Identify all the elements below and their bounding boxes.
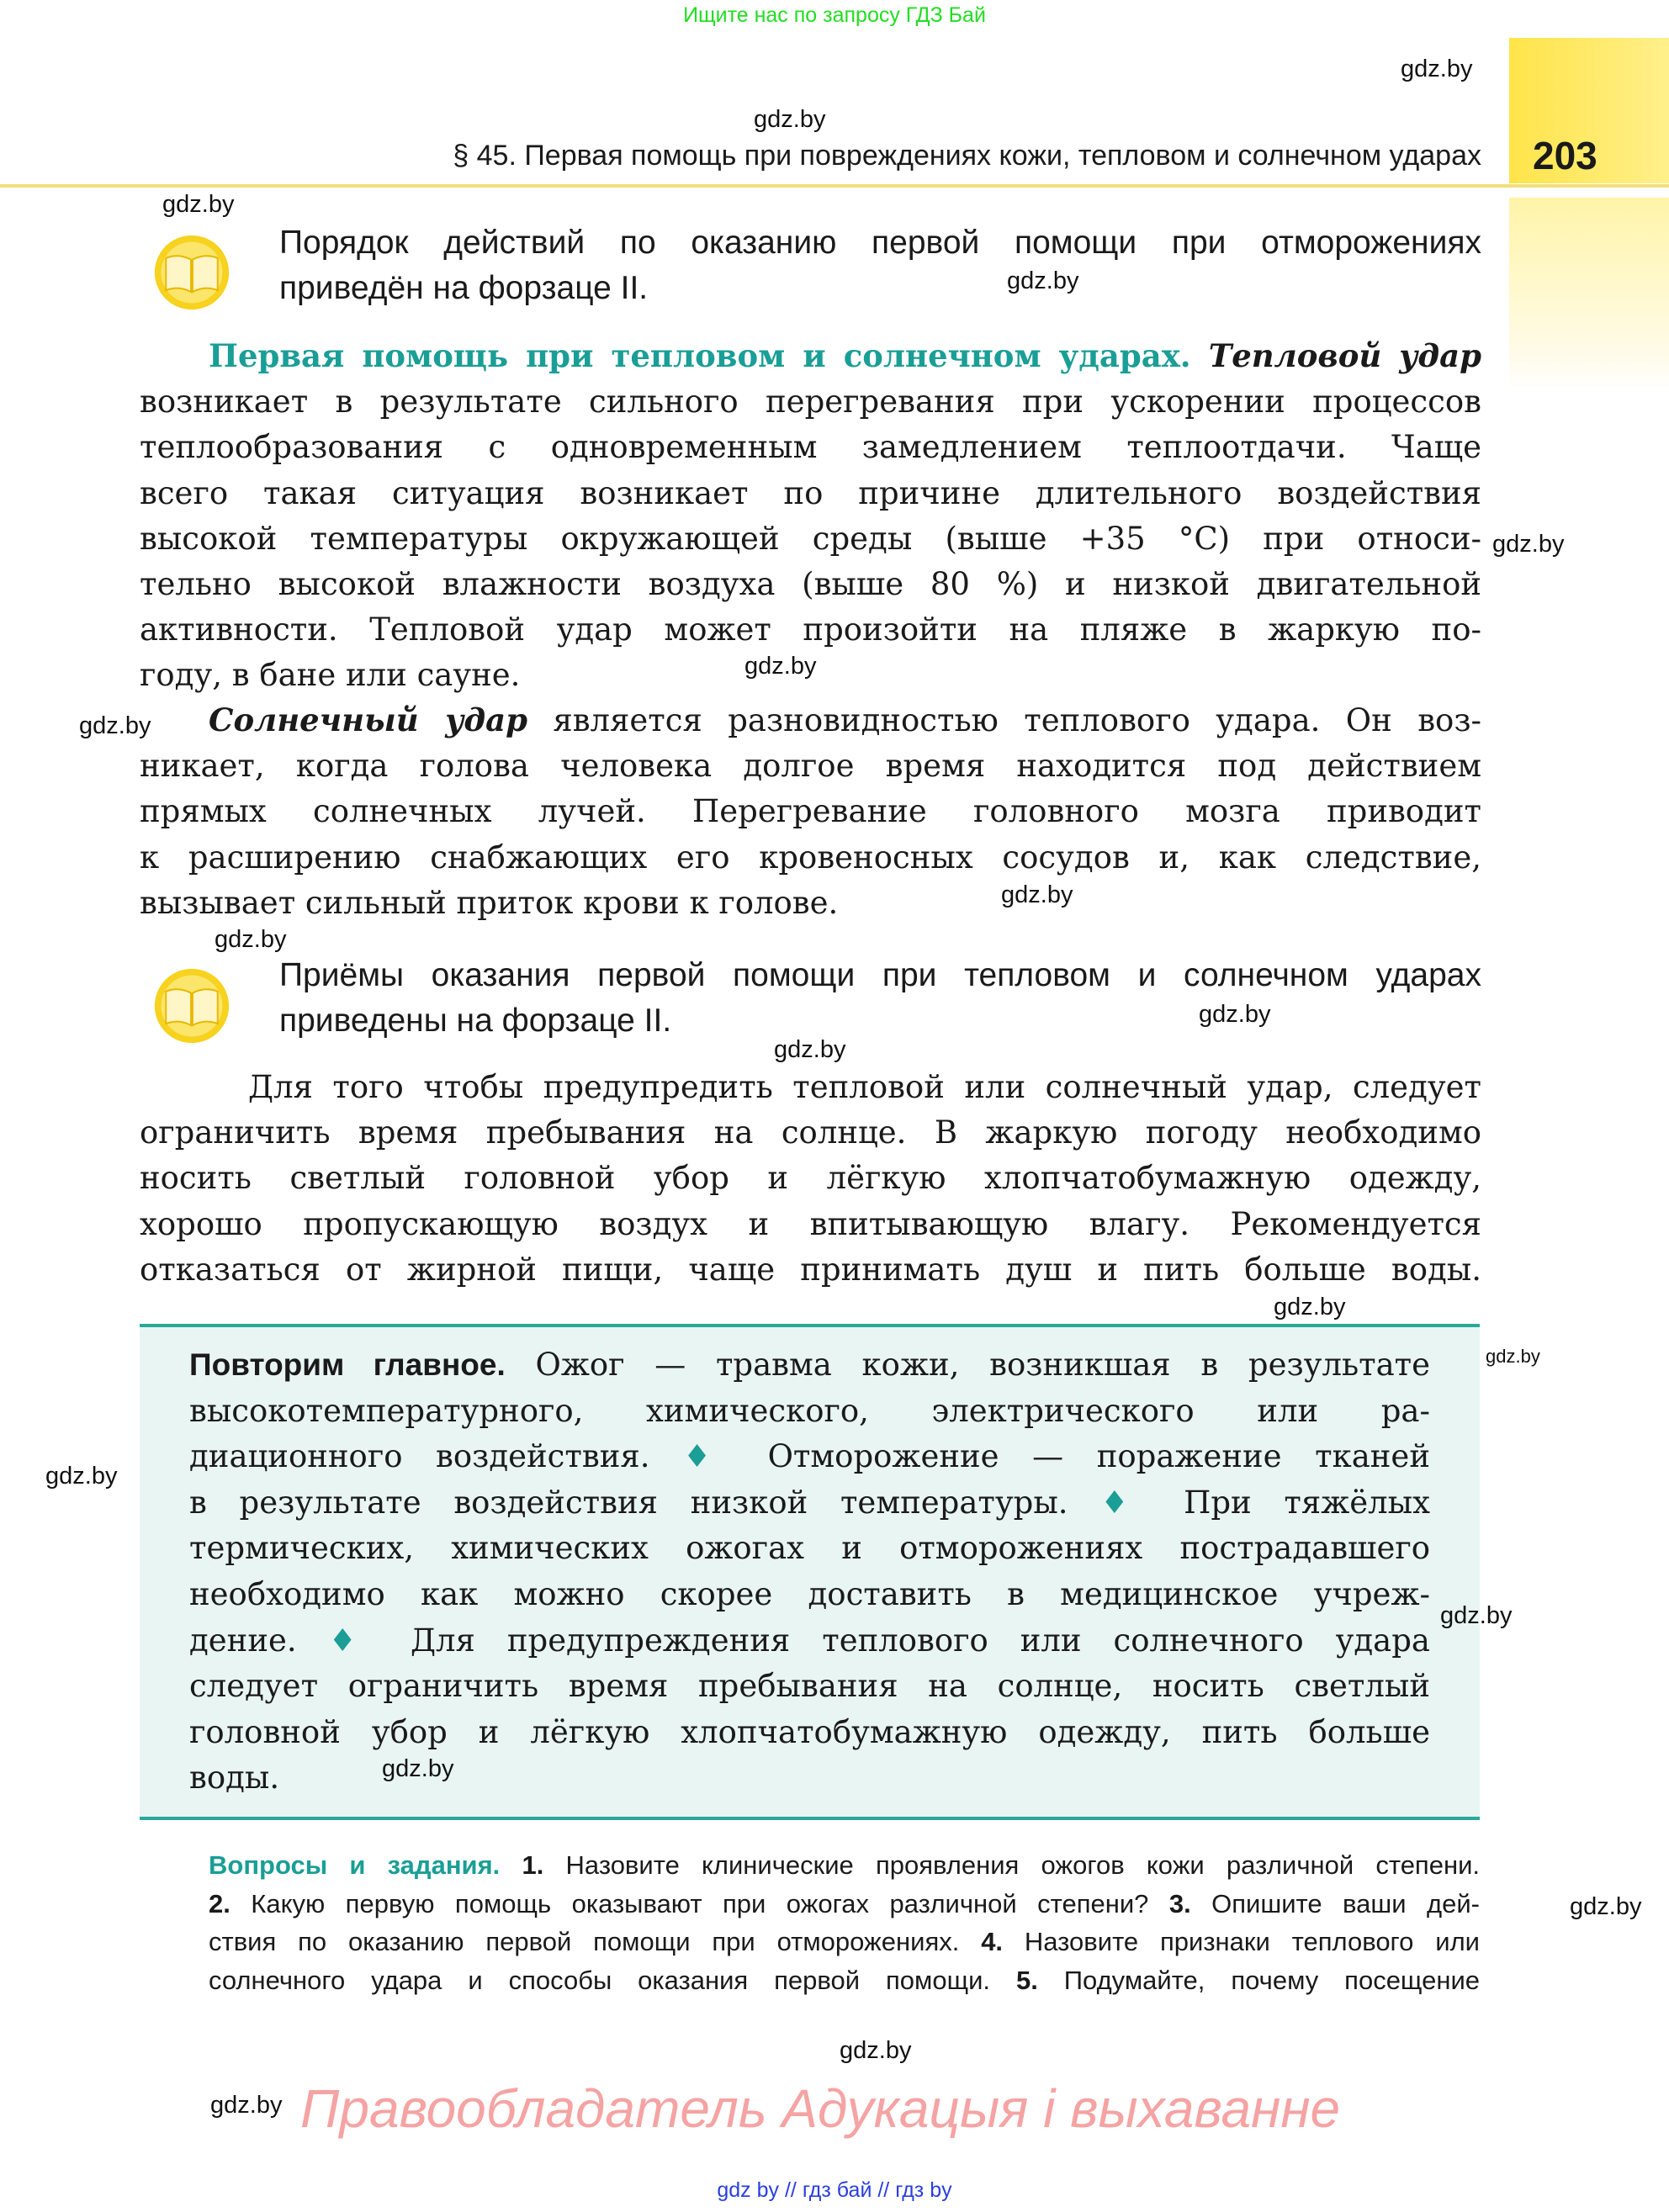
text-line — [189, 1664, 1430, 1710]
text-line — [140, 607, 1481, 653]
text-line — [140, 697, 1481, 744]
text-line — [140, 1247, 1481, 1293]
text-line — [209, 1961, 1480, 2000]
paragraph-sunstroke — [140, 697, 1481, 926]
note-line: Приёмы оказания первой помощи при тепловом и солнечном ударах — [279, 957, 1481, 993]
watermark: gdz.by — [744, 653, 817, 680]
watermark: gdz.by — [774, 1036, 846, 1063]
note-line: приведены на форзаце II. — [279, 1003, 672, 1039]
text-segment: При тяжёлых — [1151, 1484, 1430, 1521]
text-line — [140, 562, 1481, 607]
text-line — [209, 1923, 1480, 1961]
text-line — [140, 425, 1481, 470]
text-segment: Для того чтобы предупредить тепловой или солнечный удар, следует — [248, 1069, 1481, 1105]
text-line — [140, 789, 1481, 834]
diamond-bullet-icon: ♦ — [328, 1622, 379, 1659]
note-heat-stroke — [279, 953, 1481, 1044]
text-line — [140, 471, 1481, 516]
text-segment: носить светлый головной убор и лёгкую хлопчатобумажную одежду, — [140, 1160, 1481, 1197]
text-segment: Повторим главное. — [189, 1347, 506, 1382]
text-segment: термических, химических ожогах и отморожениях пострадавшего — [189, 1530, 1430, 1567]
watermark: gdz.by — [1570, 1893, 1642, 1920]
text-line — [189, 1480, 1430, 1527]
text-line — [189, 1389, 1430, 1435]
text-segment: Ожог — травма кожи, возникшая в результате — [505, 1347, 1430, 1383]
text-line — [209, 1846, 1480, 1885]
text-line — [189, 1755, 1430, 1802]
text-line — [140, 379, 1481, 425]
watermark: gdz.by — [1001, 881, 1073, 908]
text-segment: 5. — [1015, 1965, 1038, 1995]
text-segment: в результате воздействия низкой температуры. — [189, 1484, 1101, 1521]
text-segment: прямых солнечных лучей. Перегревание головного мозга приводит — [140, 793, 1481, 830]
questions-and-tasks — [209, 1846, 1480, 1999]
page-number: 203 — [1533, 134, 1597, 177]
running-head: § 45. Первая помощь при повреждениях кожи, тепловом и солнечном ударах — [453, 140, 1481, 172]
text-line — [189, 1526, 1430, 1572]
text-segment: Первая помощь при тепловом и солнечном ударах. — [209, 337, 1191, 374]
text-line — [189, 1342, 1430, 1389]
text-segment: высокой температуры окружающей среды (выше +35 °С) при относи- — [140, 520, 1481, 557]
text-segment: году, в бане или сауне. — [140, 657, 521, 694]
text-segment: Тепловой удар — [1190, 337, 1481, 374]
text-line — [140, 516, 1481, 562]
watermark: gdz.by — [840, 2037, 912, 2064]
note-line: Порядок действий по оказанию первой помощи при отморожениях — [279, 225, 1481, 261]
text-segment: активности. Тепловой удар может произойти на пляже в жаркую по- — [140, 611, 1481, 648]
text-segment: высокотемпературного, химического, электрического или ра- — [189, 1392, 1430, 1429]
text-line — [189, 1572, 1430, 1618]
top-search-banner[interactable]: Ищите нас по запросу ГДЗ Бай — [683, 3, 986, 27]
text-line — [140, 1065, 1481, 1110]
text-segment: вызывает сильный приток крови к голове. — [140, 884, 839, 921]
copyright-watermark: Правообладатель Адукацыя і выхаванне — [300, 2078, 1341, 2139]
note-frostbite — [279, 220, 1481, 311]
header-divider — [0, 184, 1669, 188]
text-segment: Отморожение — поражение тканей — [734, 1438, 1430, 1475]
diamond-bullet-icon: ♦ — [683, 1438, 735, 1475]
book-icon — [151, 966, 232, 1046]
watermark: gdz.by — [1199, 1001, 1271, 1028]
watermark: gdz.by — [210, 2092, 283, 2119]
watermark: gdz.by — [45, 1463, 118, 1490]
text-segment: 3. — [1168, 1888, 1191, 1918]
text-segment: Для предупреждения теплового или солнечного удара — [379, 1622, 1430, 1659]
watermark: gdz.by — [1492, 531, 1565, 558]
text-line — [189, 1434, 1430, 1480]
text-segment: 1. — [500, 1850, 544, 1880]
text-segment: является разновидностью теплового удара. Он воз- — [527, 702, 1482, 738]
diamond-bullet-icon: ♦ — [1100, 1484, 1152, 1521]
text-line — [189, 1618, 1430, 1664]
text-line — [140, 835, 1481, 881]
note-line: приведён на форзаце II. — [279, 270, 649, 306]
text-segment: Назовите клинические проявления ожогов кожи различной степени. — [543, 1850, 1481, 1880]
text-segment: никает, когда голова человека долгое время находится под действием — [140, 748, 1481, 785]
text-segment: следует ограничить время пребывания на солнце, носить светлый — [189, 1668, 1430, 1705]
watermark: gdz.by — [215, 926, 287, 953]
text-segment: Назовите признаки теплового или — [1003, 1927, 1480, 1956]
text-line — [189, 1710, 1430, 1756]
text-segment: диационного воздействия. — [189, 1438, 684, 1475]
text-line — [140, 1110, 1481, 1156]
text-line — [209, 1885, 1480, 1924]
text-segment: Вопросы и задания. — [209, 1850, 501, 1880]
paragraph-heat-stroke — [140, 333, 1481, 699]
watermark: gdz.by — [79, 712, 151, 739]
text-segment: отказаться от жирной пищи, чаще принимать душ и пить больше воды. — [140, 1251, 1481, 1288]
text-segment: 2. — [209, 1888, 230, 1918]
watermark: gdz.by — [1440, 1602, 1513, 1629]
summary-text — [189, 1342, 1430, 1802]
watermark: gdz.by — [162, 191, 235, 218]
text-segment: к расширению снабжающих его кровеносных сосудов и, как следствие, — [140, 839, 1481, 876]
text-segment: 4. — [981, 1927, 1004, 1956]
watermark: gdz.by — [1007, 267, 1079, 294]
text-line — [140, 1202, 1481, 1247]
text-line — [140, 881, 1481, 926]
text-segment: всего такая ситуация возникает по причине длительного воздействия — [140, 474, 1481, 511]
paragraph-prevention — [140, 1065, 1481, 1293]
text-segment: воды. — [189, 1760, 280, 1797]
text-segment: тельно высокой влажности воздуха (выше 80 %) и низкой двигательной — [140, 566, 1481, 603]
watermark: gdz.by — [1486, 1346, 1540, 1367]
text-line — [140, 744, 1481, 789]
text-segment: Опишите ваши дей- — [1190, 1888, 1480, 1918]
text-segment: необходимо как можно скорее доставить в медицинское учреж- — [189, 1575, 1430, 1612]
text-segment: дение. — [189, 1622, 329, 1659]
text-segment: солнечного удара и способы оказания первой помощи. — [209, 1965, 1016, 1995]
text-line — [140, 1156, 1481, 1201]
text-segment: Солнечный удар — [209, 701, 527, 738]
text-segment: возникает в результате сильного перегревания при ускорении процессов — [140, 384, 1481, 421]
text-segment: Какую первую помощь оказывают при ожогах различной степени? — [230, 1888, 1169, 1918]
watermark: gdz.by — [1274, 1294, 1346, 1320]
watermark: gdz.by — [754, 106, 826, 133]
text-segment: ствия по оказанию первой помощи при отморожениях. — [209, 1927, 982, 1956]
text-segment: головной убор и лёгкую хлопчатобумажную одежду, пить больше — [189, 1713, 1430, 1750]
watermark: gdz.by — [1401, 56, 1473, 82]
page-margin-fade — [1509, 198, 1669, 391]
text-segment: теплообразования с одновременным замедлением теплоотдачи. Чаще — [140, 429, 1481, 466]
watermark: gdz.by — [382, 1755, 454, 1782]
bottom-links[interactable]: gdz by // гдз бай // гдз by — [717, 2178, 952, 2202]
text-line — [140, 333, 1481, 379]
text-segment: хорошо пропускающую воздух и впитывающую влагу. Рекомендуется — [140, 1205, 1481, 1242]
book-icon — [151, 232, 232, 313]
text-segment: Подумайте, почему посещение — [1037, 1965, 1481, 1995]
text-segment: ограничить время пребывания на солнце. В жаркую погоду необходимо — [140, 1114, 1481, 1151]
